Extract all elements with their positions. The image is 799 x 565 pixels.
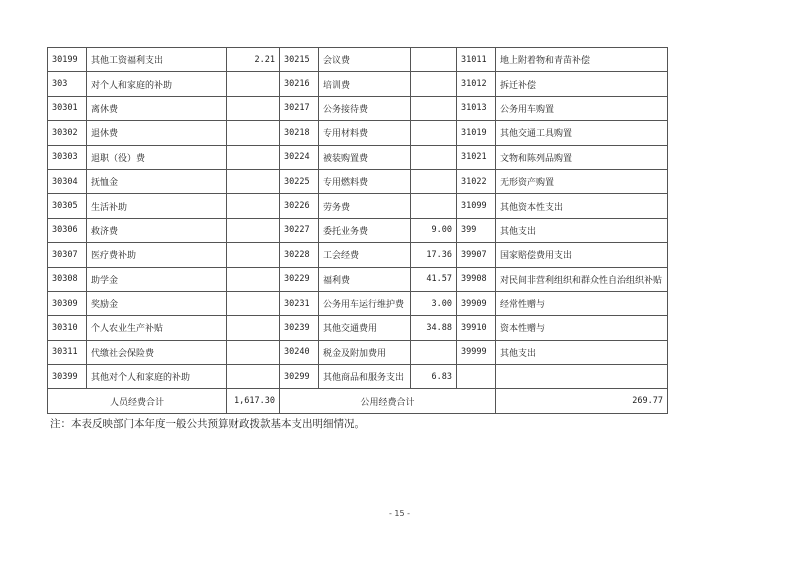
item-amount (227, 194, 280, 218)
item-code: 30304 (48, 169, 87, 193)
item-amount (227, 169, 280, 193)
page-number: - 15 - (388, 509, 411, 518)
item-amount (227, 121, 280, 145)
item-code: 30306 (48, 218, 87, 242)
item-name: 公务用车运行维护费 (319, 291, 411, 315)
item-name: 其他支出 (496, 340, 668, 364)
item-name: 文物和陈列品购置 (496, 145, 668, 169)
item-code: 30310 (48, 316, 87, 340)
item-name (496, 365, 668, 389)
item-amount: 3.00 (411, 291, 457, 315)
item-name: 拆迁补偿 (496, 72, 668, 96)
item-name: 抚恤金 (87, 169, 227, 193)
item-code: 31011 (457, 48, 496, 72)
table-row (48, 145, 668, 169)
item-code: 399 (457, 218, 496, 242)
item-code: 30240 (280, 340, 319, 364)
table-note: 注：本表反映部门本年度一般公共预算财政拨款基本支出明细情况。 (50, 418, 365, 430)
item-amount: 34.88 (411, 316, 457, 340)
item-code: 39910 (457, 316, 496, 340)
item-name: 个人农业生产补贴 (87, 316, 227, 340)
table-row (48, 243, 668, 267)
item-amount (227, 96, 280, 120)
item-name: 专用燃料费 (319, 169, 411, 193)
item-name: 工会经费 (319, 243, 411, 267)
item-code: 30226 (280, 194, 319, 218)
table-body (48, 48, 668, 414)
table-row (48, 291, 668, 315)
item-code: 30218 (280, 121, 319, 145)
table-row (48, 96, 668, 120)
personnel-total-label: 人员经费合计 (48, 389, 227, 413)
item-amount (227, 72, 280, 96)
table-row (48, 340, 668, 364)
item-code: 30305 (48, 194, 87, 218)
item-code: 30302 (48, 121, 87, 145)
table-row (48, 365, 668, 389)
table-row (48, 316, 668, 340)
item-code: 31013 (457, 96, 496, 120)
item-name: 其他交通费用 (319, 316, 411, 340)
item-name: 福利费 (319, 267, 411, 291)
item-code: 31012 (457, 72, 496, 96)
item-amount: 2.21 (227, 48, 280, 72)
item-amount (411, 72, 457, 96)
item-code (457, 365, 496, 389)
table-row (48, 48, 668, 72)
item-amount: 17.36 (411, 243, 457, 267)
item-code: 30228 (280, 243, 319, 267)
item-name: 退职（役）费 (87, 145, 227, 169)
public-total-value: 269.77 (496, 389, 668, 413)
item-amount (411, 48, 457, 72)
item-name: 资本性赠与 (496, 316, 668, 340)
item-amount (227, 145, 280, 169)
item-amount (227, 365, 280, 389)
item-name: 被装购置费 (319, 145, 411, 169)
table-row (48, 194, 668, 218)
item-amount (411, 340, 457, 364)
item-name: 退休费 (87, 121, 227, 145)
item-name: 其他商品和服务支出 (319, 365, 411, 389)
table-row (48, 121, 668, 145)
item-amount (411, 145, 457, 169)
item-code: 39999 (457, 340, 496, 364)
item-code: 30308 (48, 267, 87, 291)
item-code: 30199 (48, 48, 87, 72)
personnel-total-value: 1,617.30 (227, 389, 280, 413)
item-name: 其他资本性支出 (496, 194, 668, 218)
item-code: 303 (48, 72, 87, 96)
item-name: 国家赔偿费用支出 (496, 243, 668, 267)
item-code: 31099 (457, 194, 496, 218)
item-name: 劳务费 (319, 194, 411, 218)
totals-row (48, 389, 668, 413)
item-code: 30231 (280, 291, 319, 315)
item-code: 30307 (48, 243, 87, 267)
item-name: 专用材料费 (319, 121, 411, 145)
item-name: 其他对个人和家庭的补助 (87, 365, 227, 389)
item-amount (411, 121, 457, 145)
item-name: 地上附着物和青苗补偿 (496, 48, 668, 72)
item-name: 委托业务费 (319, 218, 411, 242)
item-amount (227, 316, 280, 340)
item-code: 30301 (48, 96, 87, 120)
item-name: 会议费 (319, 48, 411, 72)
item-code: 30311 (48, 340, 87, 364)
item-code: 30215 (280, 48, 319, 72)
item-name: 公务用车购置 (496, 96, 668, 120)
item-code: 31022 (457, 169, 496, 193)
item-code: 31019 (457, 121, 496, 145)
item-name: 医疗费补助 (87, 243, 227, 267)
item-amount (411, 194, 457, 218)
item-code: 39909 (457, 291, 496, 315)
item-amount: 41.57 (411, 267, 457, 291)
item-amount (227, 291, 280, 315)
item-code: 30216 (280, 72, 319, 96)
item-name: 救济费 (87, 218, 227, 242)
item-amount: 6.83 (411, 365, 457, 389)
item-name: 对民间非营利组织和群众性自治组织补贴 (496, 267, 668, 291)
item-name: 对个人和家庭的补助 (87, 72, 227, 96)
item-name: 其他交通工具购置 (496, 121, 668, 145)
item-name: 生活补助 (87, 194, 227, 218)
item-amount (227, 267, 280, 291)
item-amount (411, 169, 457, 193)
item-code: 30227 (280, 218, 319, 242)
item-name: 经常性赠与 (496, 291, 668, 315)
item-code: 30399 (48, 365, 87, 389)
table-row (48, 218, 668, 242)
item-code: 30225 (280, 169, 319, 193)
item-name: 其他工资福利支出 (87, 48, 227, 72)
item-name: 公务接待费 (319, 96, 411, 120)
item-name: 代缴社会保险费 (87, 340, 227, 364)
item-name: 离休费 (87, 96, 227, 120)
item-code: 39908 (457, 267, 496, 291)
item-amount: 9.00 (411, 218, 457, 242)
table-row (48, 267, 668, 291)
item-code: 30299 (280, 365, 319, 389)
item-amount (227, 243, 280, 267)
item-code: 30239 (280, 316, 319, 340)
item-amount (227, 340, 280, 364)
item-name: 培训费 (319, 72, 411, 96)
item-code: 30217 (280, 96, 319, 120)
item-code: 39907 (457, 243, 496, 267)
item-amount (411, 96, 457, 120)
table-row (48, 72, 668, 96)
item-code: 30303 (48, 145, 87, 169)
item-code: 31021 (457, 145, 496, 169)
item-name: 其他支出 (496, 218, 668, 242)
expenditure-table (47, 47, 668, 414)
table-row (48, 169, 668, 193)
item-code: 30309 (48, 291, 87, 315)
item-code: 30229 (280, 267, 319, 291)
item-name: 奖励金 (87, 291, 227, 315)
item-name: 无形资产购置 (496, 169, 668, 193)
item-amount (227, 218, 280, 242)
item-name: 助学金 (87, 267, 227, 291)
public-total-label: 公用经费合计 (280, 389, 496, 413)
item-code: 30224 (280, 145, 319, 169)
item-name: 税金及附加费用 (319, 340, 411, 364)
